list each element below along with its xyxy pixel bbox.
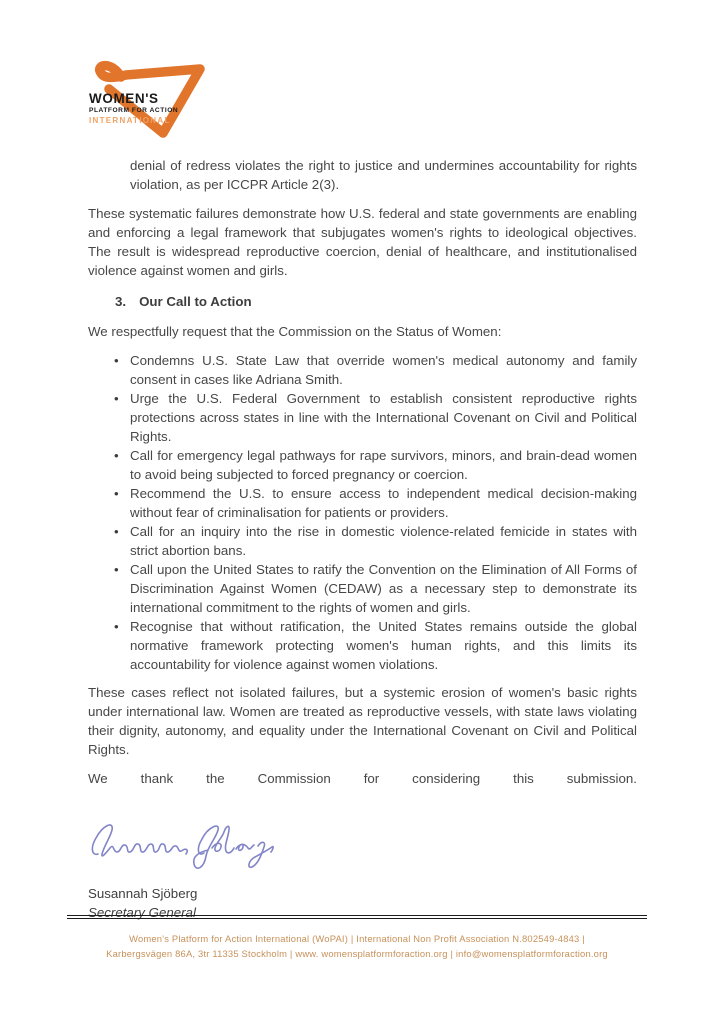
signatory-name: Susannah Sjöberg [88, 886, 198, 901]
list-item: • Urge the U.S. Federal Government to establish consistent reproductive rights protections across states in line with the International Covenant on Civil and Political Rights. [130, 389, 637, 446]
section-number: 3. [115, 294, 127, 309]
list-item: • Recommend the U.S. to ensure access to independent medical decision-making without fear of criminalisation for patients or providers. [130, 484, 637, 522]
handwritten-signature-image [88, 812, 288, 876]
logo-subtitle: PLATFORM FOR ACTION [89, 107, 179, 114]
signature-block [88, 812, 637, 876]
footer-line-2: Karbergsvägen 86A, 3tr 11335 Stockholm | www. womensplatformforaction.org | info@womensplatformforaction.org [106, 947, 608, 959]
section-heading [115, 292, 637, 311]
page-footer [67, 915, 647, 961]
organization-logo [88, 48, 220, 140]
call-to-action-list [88, 351, 637, 674]
section-title: Our Call to Action [139, 294, 252, 309]
list-item: • Recognise that without ratification, the United States remains outside the global normative framework protecting women's human rights, and this limits its accountability for violence against women violations. [130, 617, 637, 674]
signatory-title: Secretary General [88, 905, 196, 920]
continuation-paragraph: denial of redress violates the right to justice and undermines accountability for rights violation, as per ICCPR Article 2(3). [130, 158, 637, 192]
logo-international-label: INTERNATIONAL [89, 116, 171, 125]
list-item: • Call for an inquiry into the rise in domestic violence-related femicide in states with strict abortion bans. [130, 522, 637, 560]
list-item: • Condemns U.S. State Law that override women's medical autonomy and family consent in cases like Adriana Smith. [130, 351, 637, 389]
closing-paragraph: These cases reflect not isolated failures, but a systemic erosion of women's basic rights under international law. Women are treated as reproductive vessels, with state laws violating their dignity, autonomy, and equality under the International Covenant on Civil and Political Rights. [88, 685, 637, 757]
footer-line-1: Women's Platform for Action International (WoPAI) | International Non Profit Association N.802549-4843 | [129, 933, 585, 944]
request-intro-paragraph: We respectfully request that the Commission on the Status of Women: [88, 324, 502, 339]
list-item: • Call upon the United States to ratify the Convention on the Elimination of All Forms of Discrimination Against Women (CEDAW) as a necessary step to demonstrate its international commitment to the rights of women and girls. [130, 560, 637, 617]
document-content [88, 48, 637, 922]
thanks-line: We thank the Commission for considering this submission. [88, 771, 637, 786]
logo-wordmark: WOMEN'S [89, 91, 159, 106]
systemic-failures-paragraph: These systematic failures demonstrate how U.S. federal and state governments are enabling and enforcing a legal framework that subjugates women's rights to ideological objectives. The result is widespread reproductive coercion, denial of healthcare, and institutionalised violence against women and girls. [88, 206, 637, 278]
list-item: • Call for emergency legal pathways for rape survivors, minors, and brain-dead women to avoid being subjected to forced pregnancy or coercion. [130, 446, 637, 484]
